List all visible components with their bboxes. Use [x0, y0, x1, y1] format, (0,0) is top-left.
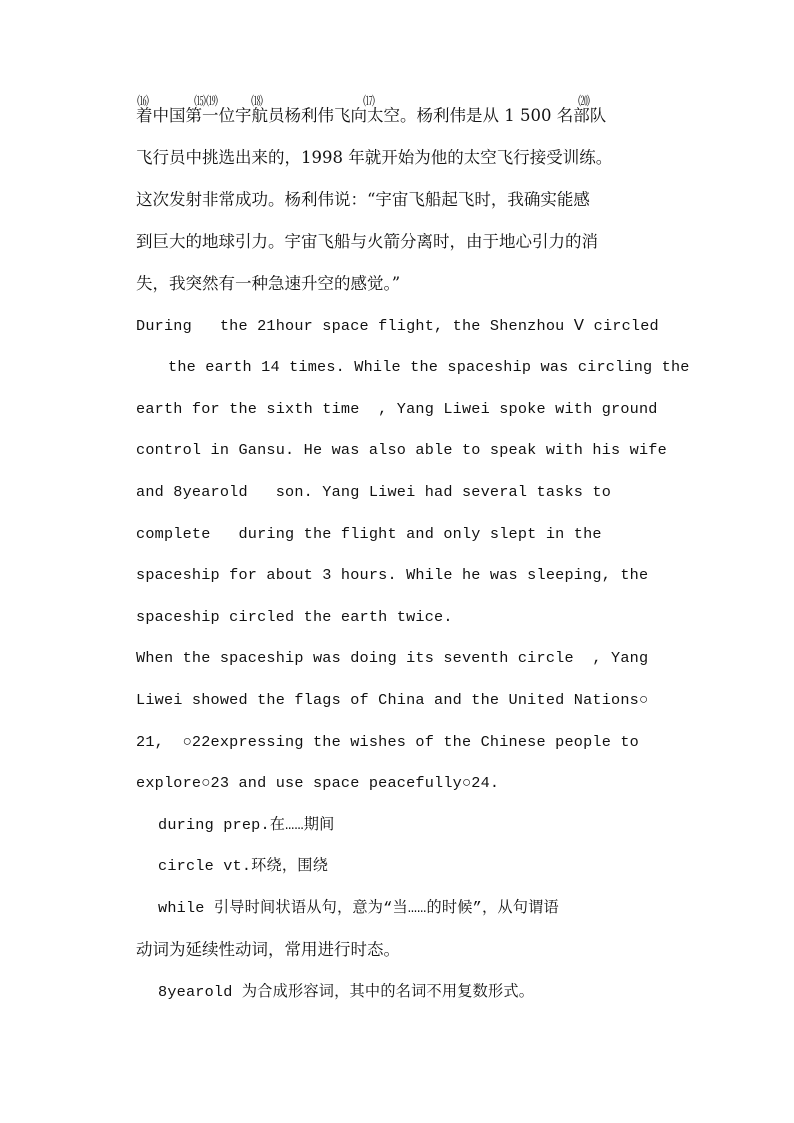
chinese-line: 到巨大的地球引力。宇宙飞船与火箭分离时，由于地心引力的消: [136, 232, 598, 251]
footnote-marker-17: ⒄: [363, 94, 376, 108]
english-line: spaceship for about 3 hours. While he was sleeping, the: [136, 566, 649, 584]
english-line: 21, ○22expressing the wishes of the Chinese people to: [136, 733, 639, 751]
english-line: When the spaceship was doing its seventh circle , Yang: [136, 649, 649, 667]
chinese-line: 着中国第一位宇航员杨利伟飞向太空。杨利伟是从 1 500 名部队: [136, 106, 607, 125]
english-line: During the 21hour space flight, the Shenzhou Ⅴ circled: [136, 317, 659, 335]
chinese-line: 飞行员中挑选出来的，1998 年就开始为他的太空飞行接受训练。: [136, 148, 613, 167]
note-line: 8yearold 为合成形容词，其中的名词不用复数形式。: [158, 983, 535, 1001]
english-line: Liwei showed the flags of China and the United Nations○: [136, 691, 649, 709]
english-line: and 8yearold son. Yang Liwei had several tasks to: [136, 483, 612, 501]
english-line: control in Gansu. He was also able to speak with his wife: [136, 441, 667, 459]
footnote-marker-15-19: ⒂⒆: [194, 94, 219, 108]
footnote-marker-20: ⒇: [578, 94, 591, 108]
chinese-line: 失，我突然有一种急速升空的感觉。”: [136, 274, 401, 293]
english-line: explore○23 and use space peacefully○24.: [136, 774, 500, 792]
english-line: earth for the sixth time , Yang Liwei spoke with ground: [136, 400, 658, 418]
english-line: complete during the flight and only slept in the: [136, 525, 602, 543]
chinese-line: 这次发射非常成功。杨利伟说：“宇宙飞船起飞时，我确实能感: [136, 190, 590, 209]
note-line: 动词为延续性动词，常用进行时态。: [136, 940, 400, 959]
english-line: spaceship circled the earth twice.: [136, 608, 453, 626]
note-line: during prep.在……期间: [158, 816, 335, 834]
english-line: the earth 14 times. While the spaceship was circling the: [168, 358, 690, 376]
note-line: circle vt.环绕，围绕: [158, 857, 329, 875]
footnote-marker-18: ⒅: [251, 94, 264, 108]
note-line: while 引导时间状语从句，意为“当……的时候”，从句谓语: [158, 899, 559, 917]
footnote-marker-16: ⒃: [137, 94, 150, 108]
